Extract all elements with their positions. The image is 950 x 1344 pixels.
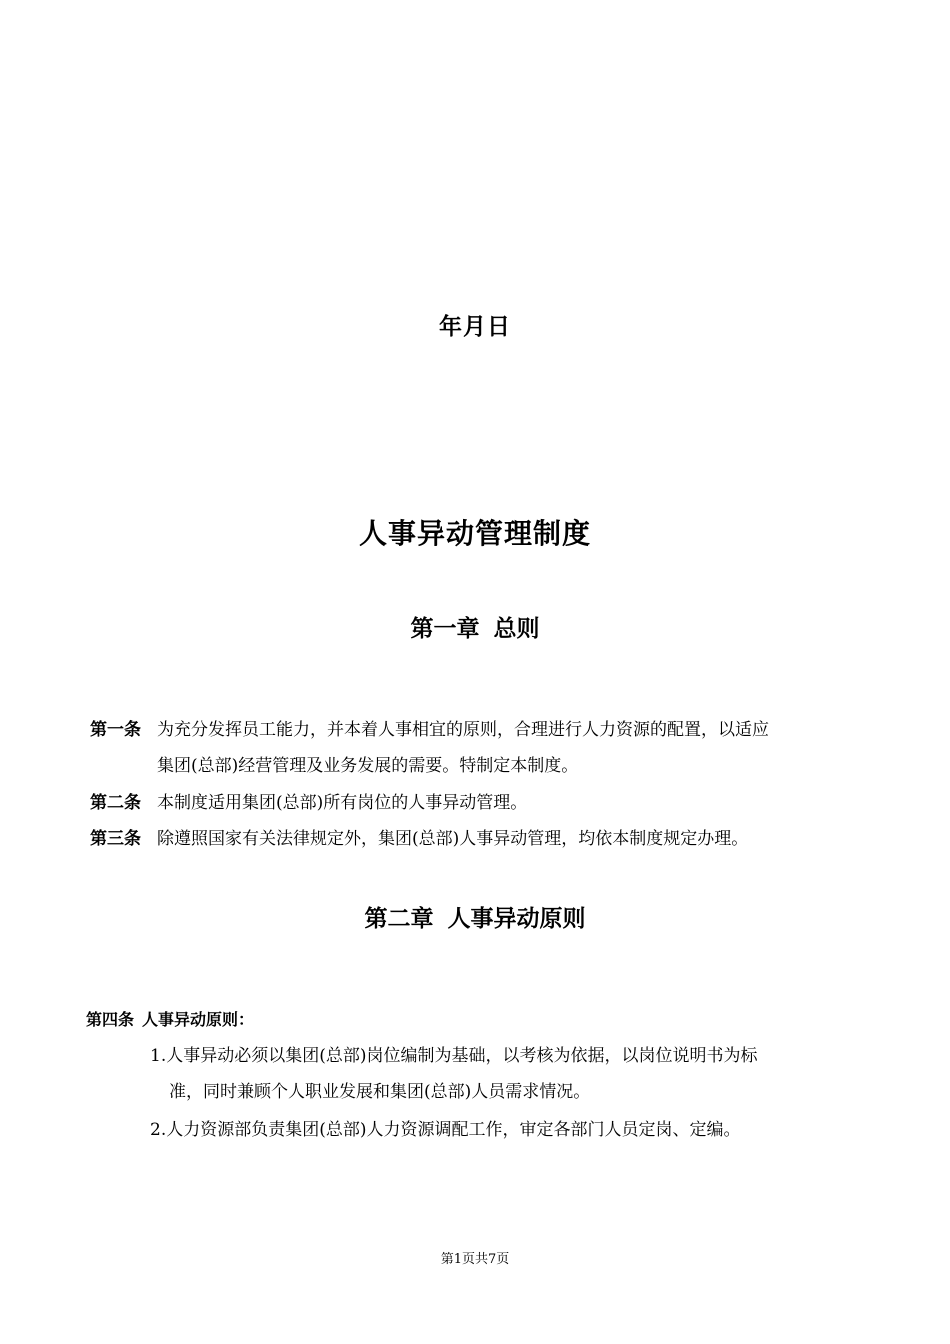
list-item-line1: 2.人力资源部负责集团(总部)人力资源调配工作，审定各部门人员定岗、定编。 <box>150 1120 741 1140</box>
article-3 <box>90 821 860 857</box>
list-item-line2: 准，同时兼顾个人职业发展和集团(总部)人员需求情况。 <box>169 1082 591 1102</box>
chapter-title: 总则 <box>493 616 540 642</box>
list-item <box>150 1112 860 1148</box>
chapter-number: 第一章 <box>410 616 480 642</box>
chapter-1-heading <box>0 610 950 643</box>
article-2 <box>90 785 860 821</box>
page-footer: 第1页共7页 <box>440 1252 510 1267</box>
article-text-line1: 除遵照国家有关法律规定外，集团(总部)人事异动管理，均依本制度规定办理。 <box>157 829 749 849</box>
article-title: 人事异动原则： <box>142 1010 255 1029</box>
article-4-heading <box>86 1007 254 1030</box>
chapter-title: 人事异动原则 <box>447 906 586 932</box>
document-title: 人事异动管理制度 <box>358 517 591 550</box>
article-text-line1: 本制度适用集团(总部)所有岗位的人事异动管理。 <box>157 793 528 813</box>
article-1 <box>90 712 860 784</box>
list-item <box>150 1038 860 1110</box>
article-label: 第四条 <box>86 1010 135 1029</box>
chapter-2-heading <box>0 900 950 933</box>
article-text-line1: 为充分发挥员工能力，并本着人事相宜的原则，合理进行人力资源的配置，以适应 <box>157 720 769 740</box>
article-text-line2: 集团(总部)经营管理及业务发展的需要。特制定本制度。 <box>157 756 579 776</box>
date-line: 年月日 <box>439 314 511 340</box>
chapter-number: 第二章 <box>364 906 434 932</box>
article-label: 第一条 <box>90 720 141 740</box>
list-item-line1: 1.人事异动必须以集团(总部)岗位编制为基础，以考核为依据，以岗位说明书为标 <box>150 1046 758 1066</box>
article-label: 第二条 <box>90 793 141 813</box>
article-label: 第三条 <box>90 829 141 849</box>
